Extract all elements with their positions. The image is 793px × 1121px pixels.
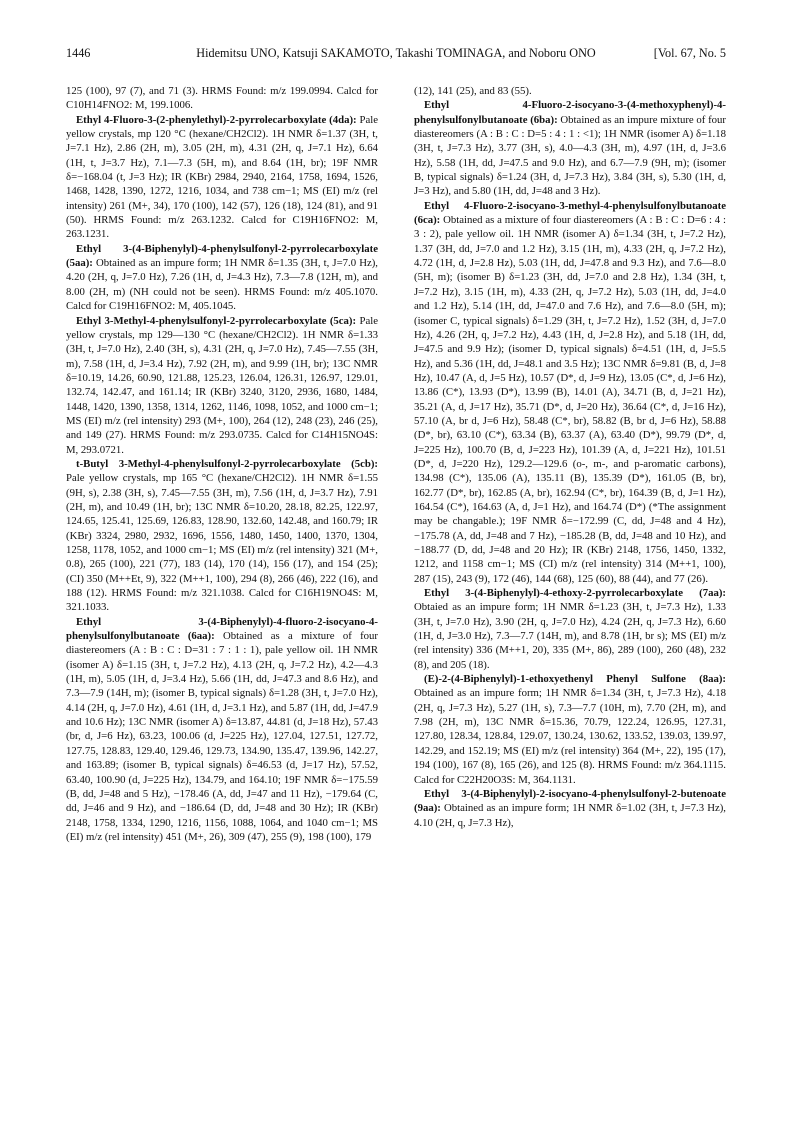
compound-entry-7aa bbox=[414, 586, 726, 672]
compound-data: Obtaied as an impure form; 1H NMR δ=1.23 (3H, t, J=7.3 Hz), 1.33 (3H, t, J=7.0 Hz), 3.90 (2H, q, J=7.0 Hz), 4.24 (2H, q, J=7.3 Hz), 6.60 (1H, d, J=3.0 Hz), 7.3—7.7 (14H, m), and 8.78 (1H, br s); MS (EI) m/z (rel intensity) 336 (M++1, 20), 335 (M+, 86), 289 (100), 260 (48), 232 (8), and 205 (18). bbox=[414, 601, 726, 671]
left-column bbox=[66, 84, 378, 844]
compound-title: Ethyl 4-Fluoro-3-(2-phenylethyl)-2-pyrrolecarboxylate (4da): bbox=[76, 113, 357, 126]
compound-data: Obtained as an impure form; 1H NMR δ=1.02 (3H, t, J=7.3 Hz), 4.10 (2H, q, J=7.3 Hz), bbox=[414, 802, 726, 829]
paragraph: 125 (100), 97 (7), and 71 (3). HRMS Found: m/z 199.0994. Calcd for C10H14FNO2: M, 199.1006. bbox=[66, 85, 378, 112]
compound-entry-6ca bbox=[414, 199, 726, 586]
compound-entry-4da bbox=[66, 113, 378, 242]
author-line: Hidemitsu UNO, Katsuji SAKAMOTO, Takashi TOMINAGA, and Noboru ONO bbox=[196, 46, 596, 60]
compound-title: Ethyl 4-Fluoro-2-isocyano-3-(4-methoxyphenyl)-4-phenylsulfonylbutanoate (6ba): bbox=[414, 99, 726, 126]
compound-data: Obtained as an impure form; 1H NMR δ=1.34 (3H, t, J=7.3 Hz), 4.18 (2H, q, J=7.3 Hz), 5.27 (1H, s), 7.3—7.7 (10H, m), 7.70 (2H, m), and 7.98 (2H, m), 13C NMR δ=15.36, 70.79, 122.24, 126.95, 127.31, 127.80, 128.34, 128.84, 129.07, 130.24, 130.62, 133.52, 139.03, 139.97, 142.29, and 152.19; MS (EI) m/z (rel intensity) 364 (M+, 22), 195 (17), 194 (100), 167 (8), 165 (26), and 125 (8). HRMS Found: m/z 364.1115. Calcd for C22H20O3S: M, 364.1131. bbox=[414, 687, 726, 786]
compound-title: Ethyl 4-Fluoro-2-isocyano-3-methyl-4-phenylsulfonylbutanoate (6ca): bbox=[414, 199, 726, 227]
compound-title: Ethyl 3-(4-Biphenylyl)-4-fluoro-2-isocyano-4-phenylsulfonylbutanoate (6aa): bbox=[66, 615, 378, 643]
running-header bbox=[66, 46, 726, 64]
compound-title: Ethyl 3-(4-Biphenylyl)-2-isocyano-4-phenylsulfonyl-2-butenoate (9aa): bbox=[414, 787, 726, 815]
compound-entry-5aa bbox=[66, 242, 378, 314]
compound-data: Obtained as a mixture of four diastereomers (A : B : C : D=31 : 7 : 1 : 1), pale yellow oil. 1H NMR (isomer A) δ=1.15 (3H, t, J=7.2 Hz), 4.13 (2H, q, J=7.2 Hz), 4.2—4.3 (1H, m), 5.05 (1H, d, J=3.4 Hz), 5.66 (1H, dd, J=47.3 and 8.6 Hz), and 7.3—7.9 (14H, m); (isomer B, typical signals) δ=1.28 (3H, t, J=7.0 Hz), 4.14 (2H, q, J=7.0 Hz), 4.61 (1H, d, J=3.1 Hz), and 5.87 (1H, dd, J=47.9 and 10.6 Hz); 13C NMR (isomer A) δ=13.87, 44.81 (d, J=18 Hz), 57.43 (br, d, J=6 Hz), 63.23, 100.06 (d, J=225 Hz), 127.04, 127.51, 127.72, 127.75, 128.83, 129.40, 129.46, 129.73, 134.90, 135.47, 139.96, 142.27, and 163.89; (isomer B, typical signals) δ=46.53 (d, J=17 Hz), 57.52, 63.40, 100.90 (d, J=225 Hz), 134.79, and 164.10; 19F NMR δ=−175.59 (B, dd, J=48 and 5 Hz), −178.46 (A, dd, J=47 and 11 Hz), −179.64 (C, dd, J=46 and 9 Hz), and −186.64 (D, dd, J=48 and 30 Hz); IR (KBr) 2148, 1758, 1334, 1290, 1216, 1156, 1088, 1064, and 1040 cm−1; MS (EI) m/z (rel intensity) 451 (M+, 26), 309 (47), 255 (9), 198 (100), 179 bbox=[66, 630, 378, 843]
right-column bbox=[414, 84, 726, 830]
compound-title: Ethyl 3-(4-Biphenylyl)-4-phenylsulfonyl-2-pyrrolecarboxylate (5aa): bbox=[66, 242, 378, 270]
compound-entry-6aa bbox=[66, 615, 378, 845]
compound-title: Ethyl 3-(4-Biphenylyl)-4-ethoxy-2-pyrrolecarboxylate (7aa): bbox=[424, 587, 726, 600]
compound-title: Ethyl 3-Methyl-4-phenylsulfonyl-2-pyrrolecarboxylate (5ca): bbox=[76, 314, 357, 327]
compound-data: Pale yellow crystals, mp 165 °C (hexane/CH2Cl2). 1H NMR δ=1.55 (9H, s), 2.38 (3H, s), 7.45—7.55 (3H, m), 7.56 (1H, d, J=3.7 Hz), 7.91 (2H, m), and 10.49 (1H, br); 13C NMR δ=10.20, 28.18, 82.25, 122.97, 124.65, 125.41, 125.69, 126.83, 128.90, 132.60, 142.48, and 160.79; IR (KBr) 3324, 2980, 2932, 1696, 1556, 1480, 1450, 1400, 1370, 1304, 1258, 1178, 1052, and 1000 cm−1; MS (EI) m/z (rel intensity) 321 (M+, 0.8), 265 (100), 221 (77), 183 (14), 170 (14), 156 (17), and 154 (25); (CI) 350 (M++Et, 9), 322 (M++1, 100), 294 (8), 266 (46), 222 (16), and 188 (12). HRMS Found: m/z 321.1038. Calcd for C16H19NO4S: M, 321.1033. bbox=[66, 472, 378, 614]
paragraph: (12), 141 (25), and 83 (55). bbox=[414, 85, 532, 97]
compound-data: Obtained as an impure form; 1H NMR δ=1.35 (3H, t, J=7.0 Hz), 4.20 (2H, q, J=7.0 Hz), 7.26 (1H, d, J=4.3 Hz), 7.3—7.8 (12H, m), and 8.00 (2H, m) (NH could not be seen). HRMS Found: m/z 405.1070. Calcd for C19H16FNO2: M, 405.1045. bbox=[66, 257, 378, 313]
compound-entry-8aa bbox=[414, 672, 726, 787]
compound-data: Obtained as an impure mixture of four diastereomers (A : B : C : D=5 : 4 : 1 : <1); 1H NMR (isomer A) δ=1.18 (3H, t, J=7.3 Hz), 3.77 (3H, s), 4.0—4.3 (3H, m), 4.97 (1H, d, J=3.6 Hz), 5.58 (1H, dd, J=47.5 and 9.0 Hz), and 6.7—7.9 (9H, m); (isomer B, typical signals) δ=1.24 (3H, d, J=7.3 Hz), 3.84 (3H, s), 5.30 (1H, d, J=3 Hz), and 5.80 (1H, dd, J=48 and 3 Hz). bbox=[414, 113, 726, 198]
compound-entry-5cb bbox=[66, 457, 378, 615]
compound-data: Obtained as a mixture of four diastereomers (A : B : C : D=6 : 4 : 3 : 2), pale yellow oil. 1H NMR (isomer A) δ=1.34 (3H, t, J=7.2 Hz), 1.37 (3H, dd, J=7.0 and 1.2 Hz), 3.15 (1H, m), 4.33 (2H, q, J=7.2 Hz), 4.72 (1H, d, J=2.8 Hz), 5.03 (1H, dd, J=47.8 and 9.3 Hz), and 7.6—8.0 (5H, m); (isomer B) δ=1.23 (3H, dd, J=7.0 and 2.8 Hz), 1.34 (3H, t, J=7.2 Hz), 3.15 (1H, m), 4.33 (2H, q, J=7.2 Hz), 5.03 (1H, dd, J=4.0 and 1.2 Hz), 5.14 (1H, dd, J=47.0 and 7.6 Hz), and 7.6—8.0 (5H, m); (isomer C, typical signals) δ=1.29 (3H, t, J=7.2 Hz), 1.52 (3H, d, J=7.0 Hz), 4.26 (2H, q, J=7.2 Hz), 4.43 (1H, d, J=2.8 Hz), and 5.18 (1H, dd, J=47.5 and 9.9 Hz); (isomer D, typical signals) δ=4.51 (1H, d, J=5.5 Hz), and 5.36 (1H, dd, J=48.1 and 3.5 Hz); 13C NMR δ=9.81 (B, d, J=8 Hz), 10.47 (A, d, J=5 Hz), 10.57 (D*, d, J=9 Hz), 13.05 (C*, d, J=6 Hz), 13.86 (C*), 13.93 (D*), 13.99 (B), 14.01 (A), 34.71 (B, d, J=21 Hz), 35.21 (A, d, J=17 Hz), 35.71 (D*, d, J=20 Hz), 36.64 (C*, d, J=16 Hz), 57.10 (A, br d, J=6 Hz), 58.48 (C*, br), 58.82 (B, br d, J=6 Hz), 58.88 (D*, br), 63.10 (C*), 63.34 (B), 63.37 (A), 63.40 (D*), 99.79 (D*, d, J=225 Hz), 100.70 (B, d, J=223 Hz), 101.39 (A, d, J=221 Hz), 101.51 (D*, d, J=220 Hz), 129.2—129.6 (o-, m-, and p-aromatic carbons), 134.98 (C*), 135.06 (A), 135.11 (B), 135.39 (D*), 161.05 (B, br), 162.77 (D*, br), 162.85 (A, br), 162.94 (C*, br), 164.39 (B, d, J=1 Hz), 164.54 (C*), 164.63 (A, d, J=1 Hz), and 164.74 (D*) (*The assignment may be changable.); 19F NMR δ=−172.99 (C, dd, J=48 and 4 Hz), −175.78 (A, dd, J=48 and 7 Hz), −185.28 (B, dd, J=48 and 10 Hz), and −188.77 (D, dd, J=48 and 20 Hz); IR (KBr) 2148, 1756, 1450, 1332, 1212, and 1158 cm−1; MS (CI) m/z (rel intensity) 314 (M++1, 100), 287 (15), 243 (9), 172 (46), 144 (68), 125 (60), 88 (44), and 77 (26). bbox=[414, 214, 726, 585]
compound-entry-6ba bbox=[414, 98, 726, 198]
compound-data: Pale yellow crystals, mp 129—130 °C (hexane/CH2Cl2). 1H NMR δ=1.33 (3H, t, J=7.0 Hz), 2.40 (3H, s), 4.31 (2H, q, J=7.0 Hz), 7.45—7.55 (3H, m), 7.58 (1H, d, J=3.4 Hz), 7.92 (2H, m), and 9.99 (1H, br); 13C NMR δ=10.19, 14.26, 60.90, 121.88, 125.23, 126.04, 126.31, 126.97, 129.01, 132.74, 142.47, and 161.14; IR (KBr) 3240, 3120, 2936, 1680, 1484, 1448, 1420, 1390, 1358, 1314, 1262, 1146, 1098, 1052, and 1000 cm−1; MS (EI) m/z (rel intensity) 293 (M+, 100), 264 (12), 248 (23), 246 (25), and 149 (27). HRMS Found: m/z 293.0735. Calcd for C14H15NO4S: M, 293.0721. bbox=[66, 314, 378, 456]
volume-label: [Vol. 67, No. 5 bbox=[653, 46, 726, 60]
compound-entry-9aa bbox=[414, 787, 726, 830]
compound-data: Pale yellow crystals, mp 120 °C (hexane/CH2Cl2). 1H NMR δ=1.37 (3H, t, J=7.1 Hz), 2.86 (2H, m), 3.05 (2H, m), 4.31 (2H, q, J=7.1 Hz), 6.64 (1H, t, J=3.7 Hz), 7.1—7.3 (5H, m), and 8.64 (1H, br); 19F NMR δ=−168.04 (t, J=3 Hz); IR (KBr) 2984, 2940, 2164, 1758, 1694, 1526, 1468, 1428, 1390, 1272, 1216, 1034, and 738 cm−1; MS (EI) m/z (rel intensity) 261 (M+, 34), 170 (100), 142 (57), 126 (18), 124 (81), and 91 (50). HRMS Found: m/z 263.1232. Calcd for C19H16FNO2: M, 263.1231. bbox=[66, 113, 378, 241]
page-number: 1446 bbox=[66, 46, 91, 60]
compound-entry-5ca bbox=[66, 314, 378, 457]
compound-title: (E)-2-(4-Biphenylyl)-1-ethoxyethenyl Phenyl Sulfone (8aa): bbox=[424, 673, 726, 686]
compound-title: t-Butyl 3-Methyl-4-phenylsulfonyl-2-pyrrolecarboxylate (5cb): bbox=[76, 457, 378, 470]
